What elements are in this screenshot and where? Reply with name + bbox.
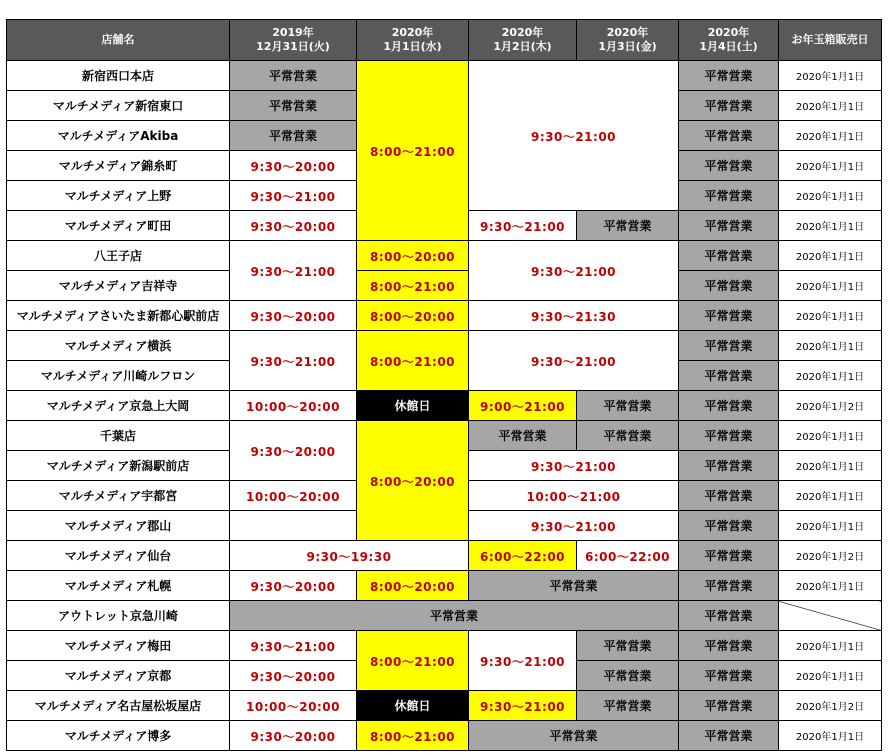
hours-cell: 平常営業	[679, 601, 779, 631]
hours-cell: 平常営業	[679, 391, 779, 421]
hours-cell: 平常営業	[679, 661, 779, 691]
hours-cell	[230, 511, 357, 541]
sale-date: 2020年1月2日	[779, 691, 882, 721]
sale-date: 2020年1月1日	[779, 451, 882, 481]
hours-cell: 9:30〜21:00	[469, 211, 577, 241]
sale-date: 2020年1月1日	[779, 331, 882, 361]
store-name: マルチメディア博多	[7, 721, 230, 751]
sale-date: 2020年1月1日	[779, 151, 882, 181]
sale-date: 2020年1月1日	[779, 271, 882, 301]
hours-cell: 9:30〜21:00	[469, 451, 679, 481]
hours-cell: 9:30〜21:00	[469, 631, 577, 691]
hours-cell: 平常営業	[577, 421, 679, 451]
hours-cell: 平常営業	[679, 481, 779, 511]
hours-cell: 平常営業	[679, 61, 779, 91]
store-name: マルチメディア上野	[7, 181, 230, 211]
sale-date: 2020年1月1日	[779, 211, 882, 241]
hours-cell: 10:00〜20:00	[230, 691, 357, 721]
store-name: マルチメディアさいたま新都心駅前店	[7, 301, 230, 331]
hours-cell: 平常営業	[679, 331, 779, 361]
hours-cell: 平常営業	[577, 631, 679, 661]
hours-cell: 8:00〜21:00	[357, 61, 469, 241]
table-header-row	[7, 20, 882, 61]
hours-cell: 平常営業	[679, 631, 779, 661]
hours-cell: 平常営業	[679, 691, 779, 721]
hours-cell: 8:00〜21:00	[357, 271, 469, 301]
hours-cell: 9:00〜21:00	[469, 391, 577, 421]
header-jan1: 2020年 1月1日(水)	[357, 20, 469, 61]
hours-cell: 平常営業	[230, 601, 679, 631]
hours-cell: 9:30〜20:00	[230, 721, 357, 751]
sale-date: 2020年1月1日	[779, 181, 882, 211]
store-name: マルチメディア札幌	[7, 571, 230, 601]
hours-cell: 平常営業	[679, 151, 779, 181]
hours-cell: 9:30〜21:00	[469, 691, 577, 721]
table-row	[7, 271, 882, 301]
sale-date: 2020年1月1日	[779, 481, 882, 511]
hours-cell: 9:30〜20:00	[230, 151, 357, 181]
hours-cell: 8:00〜20:00	[357, 571, 469, 601]
table-row	[7, 421, 882, 451]
hours-cell: 9:30〜21:00	[469, 331, 679, 391]
table-row	[7, 241, 882, 271]
hours-cell: 平常営業	[469, 721, 679, 751]
hours-cell: 平常営業	[577, 661, 679, 691]
table-row	[7, 631, 882, 661]
header-sale-date: お年玉箱販売日	[779, 20, 882, 61]
store-name: マルチメディア梅田	[7, 631, 230, 661]
hours-cell: 平常営業	[679, 541, 779, 571]
store-name: 千葉店	[7, 421, 230, 451]
store-name: マルチメディア京都	[7, 661, 230, 691]
store-name: マルチメディア仙台	[7, 541, 230, 571]
header-dec31: 2019年 12月31日(火)	[230, 20, 357, 61]
hours-cell: 平常営業	[679, 571, 779, 601]
sale-date: 2020年1月1日	[779, 571, 882, 601]
store-name: マルチメディア郡山	[7, 511, 230, 541]
sale-date: 2020年1月1日	[779, 61, 882, 91]
hours-cell: 9:30〜20:00	[230, 421, 357, 481]
store-name: マルチメディア新宿東口	[7, 91, 230, 121]
hours-cell: 6:00〜22:00	[577, 541, 679, 571]
hours-cell: 平常営業	[679, 451, 779, 481]
hours-cell: 平常営業	[577, 691, 679, 721]
store-name: 八王子店	[7, 241, 230, 271]
business-hours-table	[6, 19, 882, 751]
hours-cell: 平常営業	[679, 271, 779, 301]
hours-cell: 9:30〜21:00	[469, 241, 679, 301]
hours-cell: 10:00〜21:00	[469, 481, 679, 511]
hours-cell: 9:30〜21:00	[469, 61, 679, 211]
store-name: マルチメディア名古屋松坂屋店	[7, 691, 230, 721]
hours-cell: 9:30〜21:30	[469, 301, 679, 331]
hours-cell: 平常営業	[577, 211, 679, 241]
hours-cell: 平常営業	[230, 121, 357, 151]
hours-cell: 8:00〜20:00	[357, 421, 469, 541]
hours-cell: 平常営業	[679, 181, 779, 211]
hours-cell: 9:30〜20:00	[230, 301, 357, 331]
store-name: マルチメディア新潟駅前店	[7, 451, 230, 481]
sale-date: 2020年1月1日	[779, 721, 882, 751]
table-row	[7, 571, 882, 601]
sale-date: 2020年1月2日	[779, 391, 882, 421]
sale-date: 2020年1月1日	[779, 511, 882, 541]
hours-cell-closed: 休館日	[357, 691, 469, 721]
table-row	[7, 541, 882, 571]
hours-cell: 平常営業	[679, 121, 779, 151]
table-row	[7, 691, 882, 721]
hours-cell: 6:00〜22:00	[469, 541, 577, 571]
hours-cell: 平常営業	[679, 301, 779, 331]
hours-cell-closed: 休館日	[357, 391, 469, 421]
store-name: マルチメディア京急上大岡	[7, 391, 230, 421]
sale-date: 2020年1月1日	[779, 631, 882, 661]
sale-date-none	[779, 601, 882, 631]
hours-cell: 9:30〜20:00	[230, 661, 357, 691]
hours-cell: 平常営業	[679, 511, 779, 541]
hours-cell: 平常営業	[679, 211, 779, 241]
hours-cell: 10:00〜20:00	[230, 391, 357, 421]
sale-date: 2020年1月2日	[779, 541, 882, 571]
hours-cell: 平常営業	[679, 361, 779, 391]
hours-cell: 8:00〜21:00	[357, 631, 469, 691]
hours-cell: 平常営業	[469, 571, 679, 601]
sale-date: 2020年1月1日	[779, 361, 882, 391]
hours-cell: 9:30〜21:00	[230, 181, 357, 211]
sale-date: 2020年1月1日	[779, 421, 882, 451]
store-name: マルチメディア吉祥寺	[7, 271, 230, 301]
hours-cell: 平常営業	[679, 721, 779, 751]
sale-date: 2020年1月1日	[779, 301, 882, 331]
table-row	[7, 301, 882, 331]
hours-cell: 平常営業	[230, 61, 357, 91]
hours-cell: 平常営業	[469, 421, 577, 451]
store-name: マルチメディアAkiba	[7, 121, 230, 151]
header-jan2: 2020年 1月2日(木)	[469, 20, 577, 61]
hours-cell: 9:30〜20:00	[230, 571, 357, 601]
store-name: マルチメディア宇都宮	[7, 481, 230, 511]
hours-cell: 9:30〜21:00	[469, 511, 679, 541]
store-name: マルチメディア町田	[7, 211, 230, 241]
sale-date: 2020年1月1日	[779, 121, 882, 151]
header-store: 店舗名	[7, 20, 230, 61]
header-jan3: 2020年 1月3日(金)	[577, 20, 679, 61]
hours-cell: 10:00〜20:00	[230, 481, 357, 511]
hours-cell: 8:00〜20:00	[357, 241, 469, 271]
hours-cell: 9:30〜21:00	[230, 631, 357, 661]
store-name: マルチメディア横浜	[7, 331, 230, 361]
hours-cell: 9:30〜20:00	[230, 211, 357, 241]
hours-cell: 8:00〜21:00	[357, 331, 469, 391]
hours-cell: 平常営業	[679, 241, 779, 271]
hours-cell: 平常営業	[679, 91, 779, 121]
store-name: 新宿西口本店	[7, 61, 230, 91]
store-name: マルチメディア錦糸町	[7, 151, 230, 181]
sale-date: 2020年1月1日	[779, 241, 882, 271]
store-name: アウトレット京急川崎	[7, 601, 230, 631]
table-row	[7, 721, 882, 751]
hours-cell: 9:30〜21:00	[230, 331, 357, 391]
hours-cell: 9:30〜19:30	[230, 541, 469, 571]
store-name: マルチメディア川崎ルフロン	[7, 361, 230, 391]
sale-date: 2020年1月1日	[779, 661, 882, 691]
sale-date: 2020年1月1日	[779, 91, 882, 121]
hours-cell: 平常営業	[230, 91, 357, 121]
header-jan4: 2020年 1月4日(土)	[679, 20, 779, 61]
hours-cell: 9:30〜21:00	[230, 241, 357, 301]
hours-cell: 8:00〜21:00	[357, 721, 469, 751]
hours-cell: 平常営業	[577, 391, 679, 421]
hours-cell: 平常営業	[679, 421, 779, 451]
hours-cell: 8:00〜20:00	[357, 301, 469, 331]
table-row	[7, 601, 882, 631]
table-row	[7, 391, 882, 421]
table-row	[7, 331, 882, 361]
table-row	[7, 61, 882, 91]
